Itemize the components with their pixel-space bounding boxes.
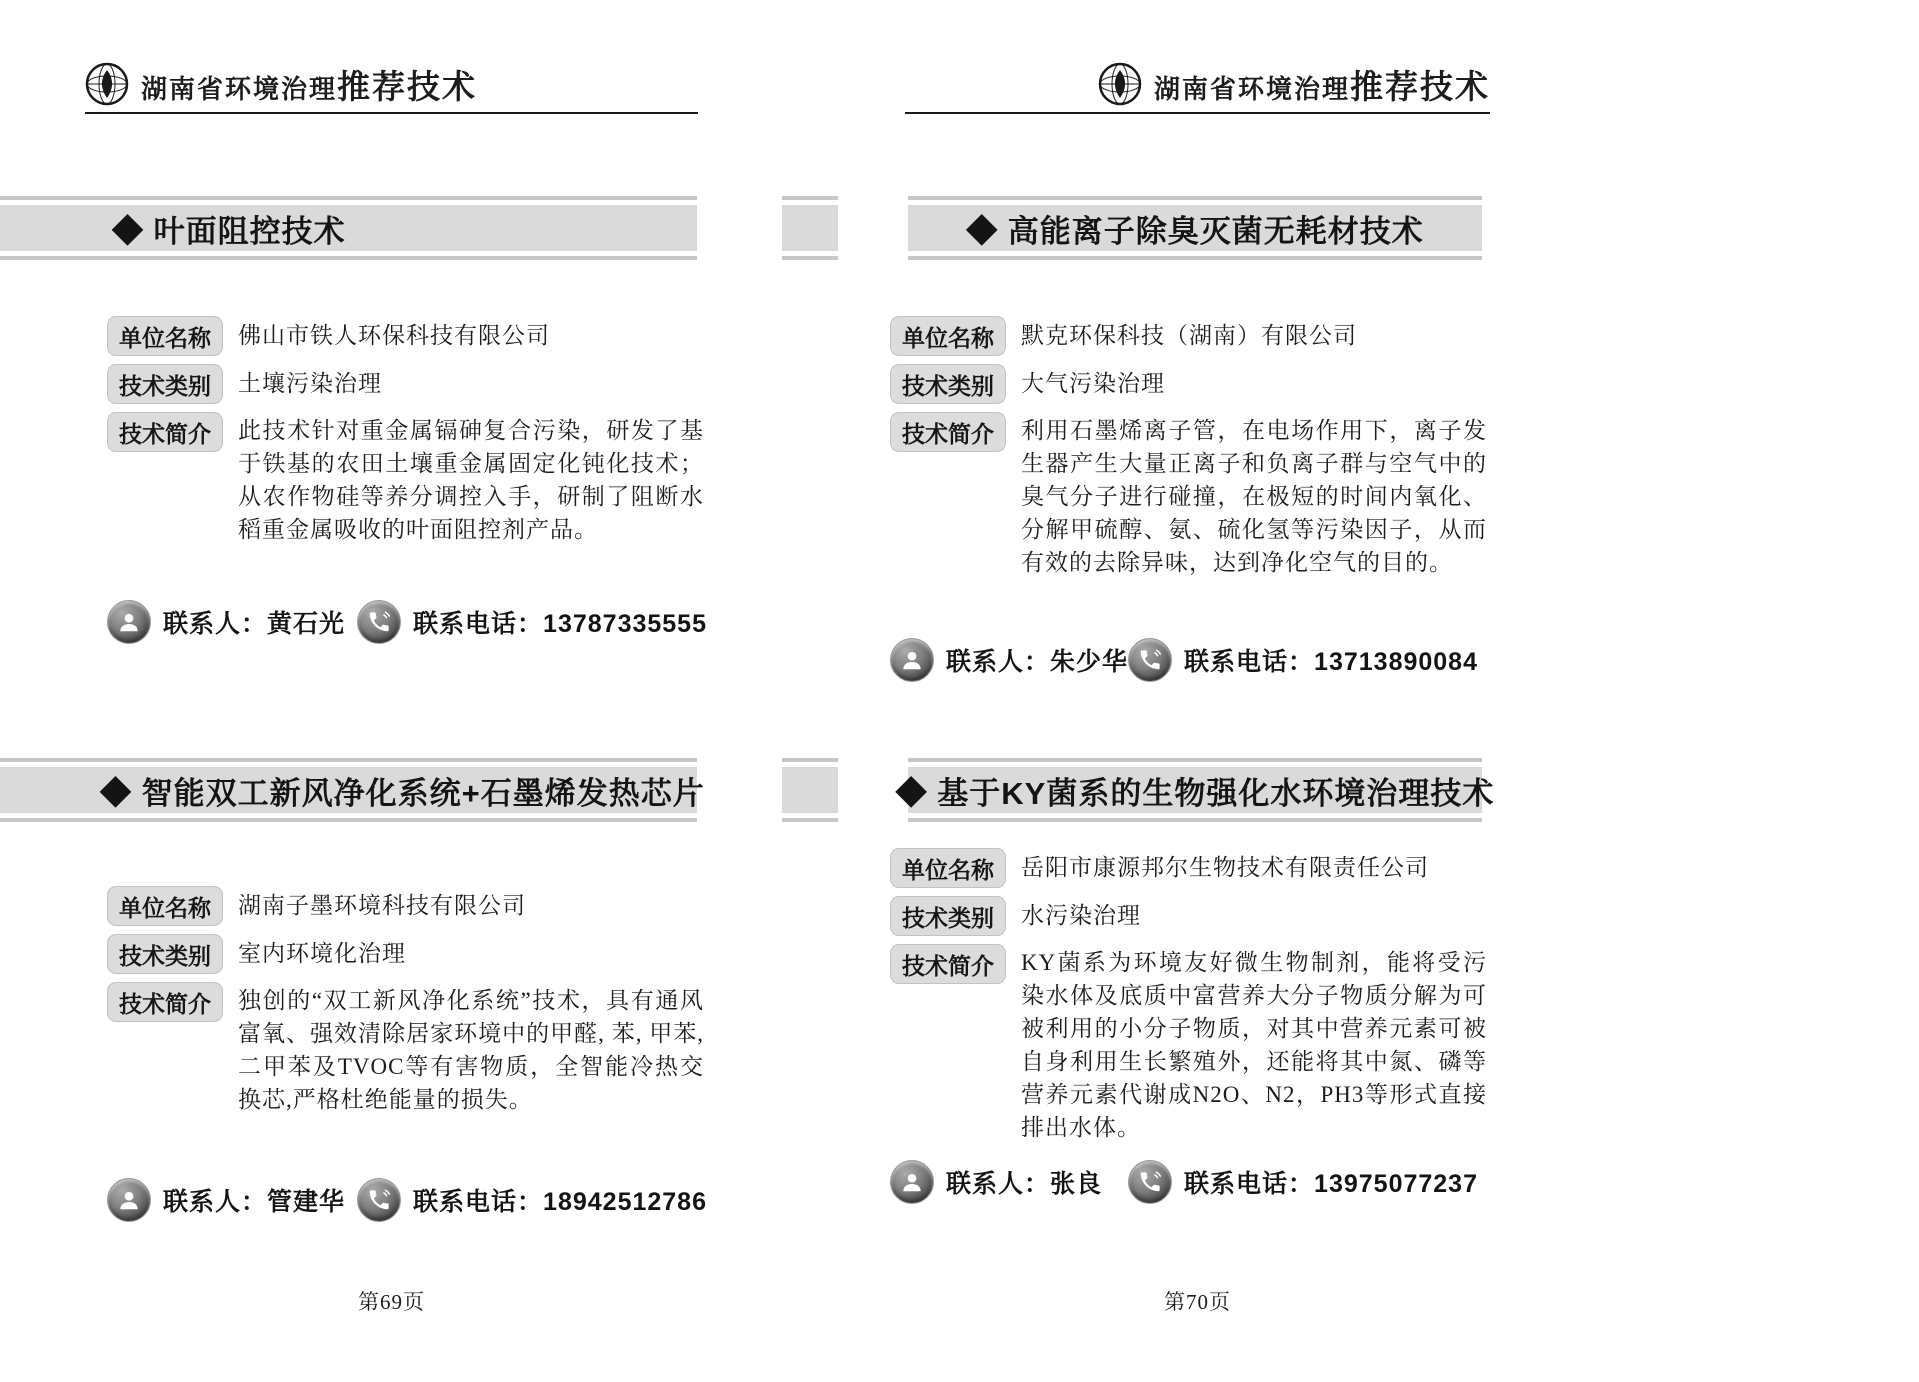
tech-intro-row: [107, 412, 707, 546]
tech-intro-label: 技术简介: [107, 412, 223, 452]
band-stripe: [908, 818, 1482, 822]
band-bar: [895, 767, 1495, 813]
contact-phone: [357, 1178, 707, 1222]
right-page-number: 第70页: [1164, 1290, 1231, 1314]
header-title-bold: 推荐技术: [337, 69, 478, 106]
tech-category-row: [890, 896, 1490, 936]
contact-phone: [1128, 638, 1478, 682]
section-title: ◆ 叶面阻控技术: [112, 213, 346, 249]
contact-phone-label: 联系电话：: [1184, 1170, 1315, 1198]
section-title: ◆ 高能离子除臭灭菌无耗材技术: [966, 213, 1424, 249]
header-title: [141, 61, 477, 108]
contact-phone-label: 联系电话：: [413, 1188, 544, 1216]
unit-name-row: [890, 848, 1490, 888]
contact-phone-number: 13713890084: [1314, 648, 1478, 676]
unit-name-label: 单位名称: [890, 316, 1006, 356]
band-stripe: [908, 758, 1482, 762]
right-page-header: [905, 56, 1490, 114]
contact-person: [890, 1160, 1102, 1204]
contact-person-label: 联系人：: [946, 1170, 1051, 1198]
contact-person: [107, 600, 345, 644]
section-title-band: [0, 758, 705, 822]
contact-person-text: [163, 604, 345, 640]
band-bar: [782, 767, 838, 813]
tech-intro-text: KY菌系为环境友好微生物制剂，能将受污染水体及底质中富营养大分子物质分解为可被利用的小分子物质，对其中营养元素可被自身利用生长繁殖外，还能将其中氮、磷等营养元素代谢成N2O、N2，PH3等形式直接排出水体。: [1021, 950, 1487, 1140]
band-stripe: [782, 196, 838, 200]
section-title: ◆ 智能双工新风净化系统+石墨烯发热芯片: [100, 775, 705, 811]
tech-intro-row: [107, 982, 707, 1116]
contact-person-text: [946, 642, 1128, 678]
tech-category-value: 大气污染治理: [1021, 371, 1165, 396]
person-icon: [107, 600, 151, 644]
band-bar: [0, 767, 705, 813]
person-icon: [890, 638, 934, 682]
phone-icon: [1128, 1160, 1172, 1204]
section-title: ◆ 基于KY菌系的生物强化水环境治理技术: [895, 775, 1495, 811]
contact-phone-text: [413, 604, 707, 640]
contact-phone-label: 联系电话：: [1184, 648, 1315, 676]
contact-phone-label: 联系电话：: [413, 610, 544, 638]
contact-person-text: [946, 1164, 1102, 1200]
contact-row: [107, 1178, 707, 1222]
unit-name-row: [107, 316, 707, 356]
tech-category-value: 土壤污染治理: [238, 371, 382, 396]
section-info: [890, 848, 1490, 1152]
contact-row: [890, 638, 1478, 682]
contact-person-label: 联系人：: [163, 610, 268, 638]
header-title-bold: 推荐技术: [1350, 69, 1490, 106]
header-title-regular: 湖南省环境治理: [1153, 74, 1350, 104]
contact-phone-text: [1184, 642, 1478, 678]
tech-intro-label: 技术简介: [890, 944, 1006, 984]
contact-person: [107, 1178, 345, 1222]
band-stripe: [908, 196, 1482, 200]
band-bar: [908, 205, 1482, 251]
tech-intro-row: [890, 944, 1490, 1144]
unit-name-label: 单位名称: [107, 886, 223, 926]
header-title-regular: 湖南省环境治理: [141, 74, 338, 104]
tech-category-label: 技术类别: [890, 896, 1006, 936]
tech-category-row: [107, 364, 707, 404]
contact-row: [890, 1160, 1478, 1204]
phone-icon: [357, 600, 401, 644]
unit-name-label: 单位名称: [890, 848, 1006, 888]
unit-name-value: 湖南子墨环境科技有限公司: [238, 893, 526, 918]
tech-category-label: 技术类别: [890, 364, 1006, 404]
contact-row: [107, 600, 707, 644]
tech-category-row: [107, 934, 707, 974]
band-stripe: [782, 758, 838, 762]
person-icon: [890, 1160, 934, 1204]
section-info: [107, 316, 707, 554]
band-bar: [782, 205, 838, 251]
contact-phone: [1128, 1160, 1478, 1204]
band-stripe: [782, 256, 838, 260]
tech-intro-text: 独创的“双工新风净化系统”技术，具有通风富氧、强效清除居家环境中的甲醛, 苯, 甲苯, 二甲苯及TVOC等有害物质，全智能冷热交换芯,严格杜绝能量的损失。: [238, 988, 705, 1112]
contact-person-name: 张良: [1050, 1170, 1103, 1198]
left-page-number: 第69页: [358, 1290, 425, 1314]
contact-phone-number: 13787335555: [543, 610, 707, 638]
contact-person-text: [163, 1182, 345, 1218]
tech-category-label: 技术类别: [107, 364, 223, 404]
section-title-band: [895, 758, 1495, 822]
contact-phone-text: [413, 1182, 707, 1218]
tech-category-value: 室内环境化治理: [238, 941, 406, 966]
person-icon: [107, 1178, 151, 1222]
tech-intro-row: [890, 412, 1490, 579]
band-stripe: [0, 818, 697, 822]
contact-person-label: 联系人：: [946, 648, 1051, 676]
unit-name-value: 佛山市铁人环保科技有限公司: [238, 323, 550, 348]
tech-intro-label: 技术简介: [890, 412, 1006, 452]
band-gutter-stub: [782, 758, 838, 822]
tech-category-value: 水污染治理: [1021, 903, 1141, 928]
contact-phone-text: [1184, 1164, 1478, 1200]
contact-person-name: 管建华: [267, 1188, 346, 1216]
unit-name-value: 岳阳市康源邦尔生物技术有限责任公司: [1021, 855, 1429, 880]
unit-name-value: 默克环保科技（湖南）有限公司: [1021, 323, 1357, 348]
tech-intro-text: 此技术针对重金属镉砷复合污染，研发了基于铁基的农田土壤重金属固定化钝化技术；从农作物硅等养分调控入手，研制了阻断水稻重金属吸收的叶面阻控剂产品。: [238, 418, 704, 542]
unit-name-row: [107, 886, 707, 926]
environment-logo-icon: [1098, 62, 1142, 106]
unit-name-label: 单位名称: [107, 316, 223, 356]
band-stripe: [0, 758, 697, 762]
unit-name-row: [890, 316, 1490, 356]
tech-category-row: [890, 364, 1490, 404]
section-title-band: [908, 196, 1482, 260]
contact-phone: [357, 600, 707, 644]
contact-phone-number: 18942512786: [543, 1188, 707, 1216]
contact-person: [890, 638, 1128, 682]
tech-intro-text: 利用石墨烯离子管，在电场作用下，离子发生器产生大量正离子和负离子群与空气中的臭气分子进行碰撞，在极短的时间内氧化、分解甲硫醇、氨、硫化氢等污染因子，从而有效的去除异味，达到净化空气的目的。: [1021, 418, 1487, 575]
band-stripe: [0, 196, 697, 200]
band-bar: [0, 205, 697, 251]
band-gutter-stub: [782, 196, 838, 260]
tech-intro-label: 技术简介: [107, 982, 223, 1022]
section-info: [107, 886, 707, 1124]
contact-person-label: 联系人：: [163, 1188, 268, 1216]
band-stripe: [782, 818, 838, 822]
tech-category-label: 技术类别: [107, 934, 223, 974]
phone-icon: [1128, 638, 1172, 682]
section-info: [890, 316, 1490, 587]
header-title: [1154, 61, 1490, 108]
left-page-header: [85, 56, 698, 114]
band-stripe: [0, 256, 697, 260]
band-stripe: [908, 256, 1482, 260]
contact-phone-number: 13975077237: [1314, 1170, 1478, 1198]
contact-person-name: 朱少华: [1050, 648, 1129, 676]
contact-person-name: 黄石光: [267, 610, 346, 638]
environment-logo-icon: [85, 62, 129, 106]
section-title-band: [0, 196, 697, 260]
phone-icon: [357, 1178, 401, 1222]
